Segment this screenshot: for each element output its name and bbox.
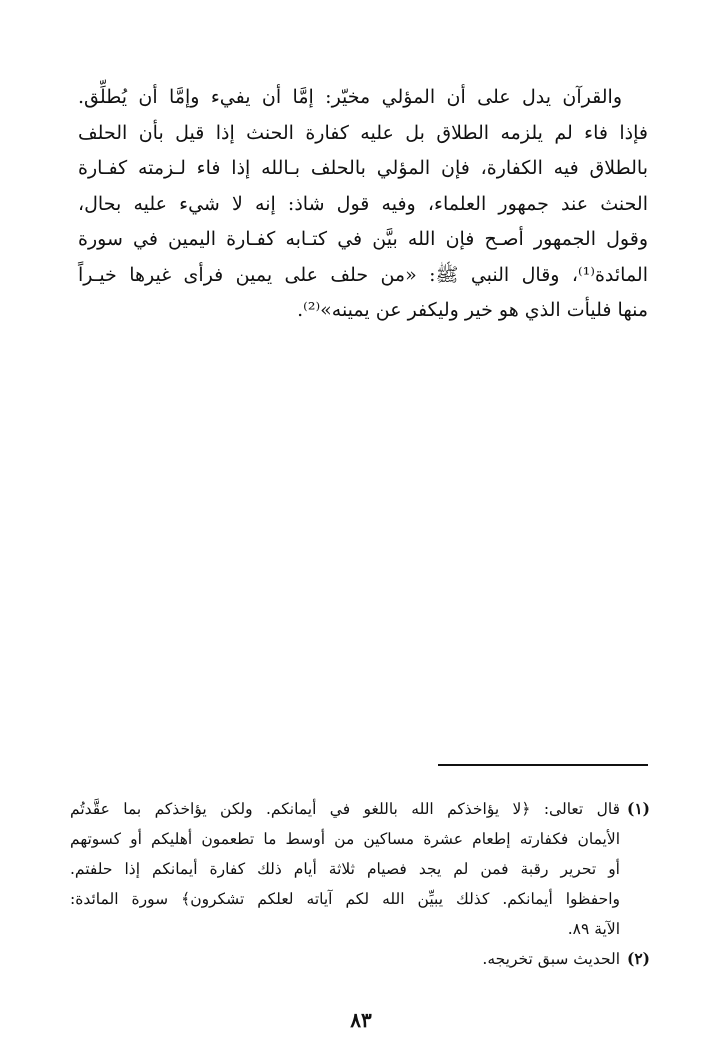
footnote-line: قال تعالى: ﴿لا يؤاخذكم الله باللغو في أيمانكم. ولكن يؤاخذكم بما عقَّدتُم — [70, 800, 620, 818]
footnote-text — [70, 944, 620, 974]
footnote-line: أو تحرير رقبة فمن لم يجد فصيام ثلاثة أيام ذلك كفارة أيمانكم إذا حلفتم. — [70, 860, 620, 878]
footnote-line: الحديث سبق تخريجه. — [482, 950, 620, 968]
footnote-2 — [70, 944, 650, 974]
footnote-1 — [70, 794, 650, 944]
body-line: فإذا فاء لم يلزمه الطلاق بل عليه كفارة الحنث إذا قيل بأن الحلف — [78, 121, 648, 144]
main-paragraph — [78, 80, 648, 329]
body-line: وقول الجمهور أصـح فإن الله بيَّن في كتـابه كفـارة اليمين في سورة — [78, 228, 648, 250]
body-line: بالطلاق فيه الكفارة، فإن المؤلي بالحلف بـالله إذا فاء لـزمته كفـارة — [78, 157, 648, 179]
footnotes — [70, 794, 650, 974]
footnote-line: الآية ٨٩. — [567, 920, 620, 938]
footnote-line: الأيمان فكفارته إطعام عشرة مساكين من أوسط ما تطعمون أهليكم أو كسوتهم — [70, 830, 620, 848]
footnote-marker: (١) — [626, 799, 650, 818]
body-line: منها فليأت الذي هو خير وليكفر عن يمينه»⁽²⁾. — [297, 299, 648, 321]
body-line: الحنث عند جمهور العلماء، وفيه قول شاذ: إنه لا شيء عليه بحال، — [78, 192, 648, 215]
page-number: ٨٣ — [350, 1008, 372, 1032]
body-line: المائدة⁽¹⁾، وقال النبي ﷺ: «من حلف على يمين فرأى غيرها خيـراً — [78, 263, 649, 286]
footnote-marker: (٢) — [626, 949, 650, 968]
footnote-text — [70, 794, 620, 944]
footnote-line: واحفظوا أيمانكم. كذلك يبيِّن الله لكم آياته لعلكم تشكرون﴾ سورة المائدة: — [70, 890, 620, 908]
body-line: والقرآن يدل على أن المؤلي مخيّر: إمَّا أن يفيء وإمَّا أن يُطلِّق. — [78, 86, 622, 108]
footnote-divider — [438, 764, 648, 766]
